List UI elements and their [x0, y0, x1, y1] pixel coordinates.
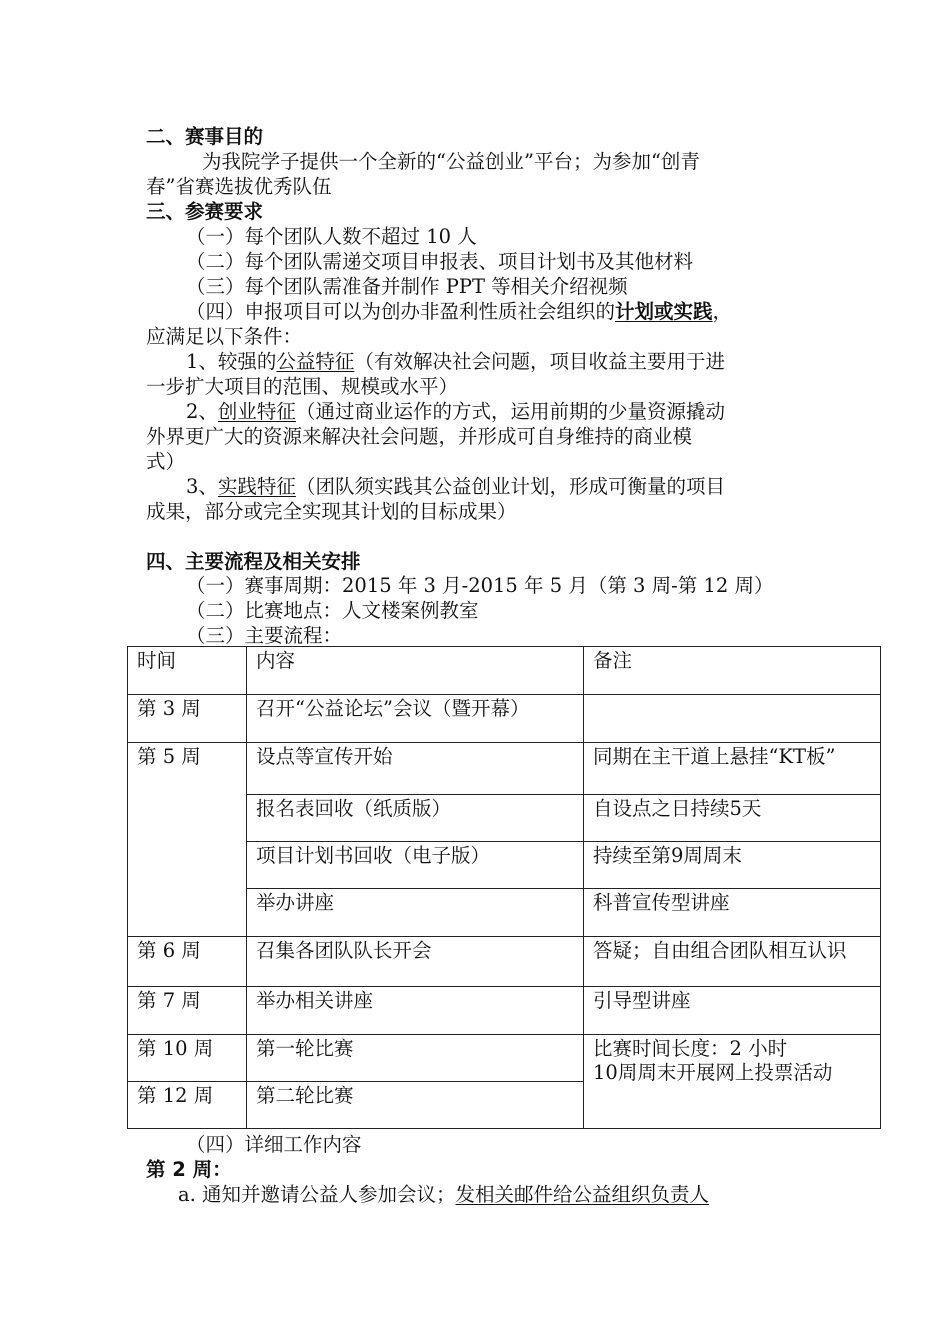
requirement-4-line2: 应满足以下条件：: [146, 325, 303, 348]
week-cell: 第 6 周: [128, 937, 247, 987]
content-cell: 召集各团队队长开会: [247, 937, 584, 987]
purpose-paragraph-line2: 春”省赛选拔优秀队伍: [146, 175, 332, 198]
table-row: [128, 987, 881, 1035]
process-item-3: （三）主要流程：: [186, 624, 343, 647]
note-cell: 自设点之日持续5天: [584, 795, 881, 842]
content-cell: 召开“公益论坛”会议（暨开幕）: [247, 695, 584, 743]
table-row: [128, 937, 881, 987]
condition-2-term: 创业特征: [217, 400, 296, 423]
section-heading-process: 四、主要流程及相关安排: [146, 550, 361, 573]
requirement-4-suffix: ，: [712, 300, 733, 323]
note-cell: 持续至第9周周末: [584, 842, 881, 889]
header-time: 时间: [128, 647, 247, 695]
week-2-heading: 第 2 周：: [146, 1158, 232, 1181]
week-2-task-a: [178, 1183, 709, 1207]
content-cell: 报名表回收（纸质版）: [247, 795, 584, 842]
week-cell: 第 3 周: [128, 695, 247, 743]
condition-3-line2: 成果，部分或完全实现其计划的目标成果）: [146, 500, 517, 523]
header-note: 备注: [584, 647, 881, 695]
condition-1-line2: 一步扩大项目的范围、规模或水平）: [146, 375, 459, 398]
condition-2-desc: （通过商业运作的方式，运用前期的少量资源撬动: [295, 400, 725, 423]
condition-3-term: 实践特征: [217, 475, 296, 498]
note-cell: 引导型讲座: [584, 987, 881, 1035]
content-cell: 举办讲座: [247, 889, 584, 937]
condition-3-number: 3、: [186, 475, 218, 498]
process-item-4: （四）详细工作内容: [186, 1133, 362, 1156]
table-header-row: [128, 647, 881, 695]
condition-2-number: 2、: [186, 400, 218, 423]
content-cell: 第一轮比赛: [247, 1035, 584, 1082]
condition-1: [186, 350, 725, 374]
schedule-table: [127, 646, 881, 1129]
table-row: [128, 695, 881, 743]
condition-1-desc: （有效解决社会问题，项目收益主要用于进: [354, 350, 725, 373]
week-2-task-a-underlined: 发相关邮件给公益组织负责人: [455, 1183, 710, 1206]
week-cell: 第 7 周: [128, 987, 247, 1035]
requirement-4: [186, 300, 732, 324]
condition-2-line3: 式）: [146, 450, 186, 473]
requirement-3: （三）每个团队需准备并制作 PPT 等相关介绍视频: [186, 275, 628, 298]
note-cell: 答疑；自由组合团队相互认识: [584, 937, 881, 987]
note-cell: 科普宣传型讲座: [584, 889, 881, 937]
week-cell: 第 12 周: [128, 1082, 247, 1129]
condition-1-term: 公益特征: [276, 350, 355, 373]
table-row: [128, 1035, 881, 1082]
note-line-voting: 10周周末开展网上投票活动: [593, 1061, 833, 1084]
section-heading-requirements: 三、参赛要求: [146, 200, 264, 223]
note-cell: [584, 1035, 881, 1129]
condition-2: [186, 400, 725, 424]
note-line-duration: 比赛时间长度：2 小时: [593, 1037, 788, 1060]
section-heading-purpose: 二、赛事目的: [146, 125, 264, 148]
requirement-1: （一）每个团队人数不超过 10 人: [186, 225, 477, 248]
content-cell: 项目计划书回收（电子版）: [247, 842, 584, 889]
requirement-4-emphasis: 计划或实践: [615, 300, 713, 323]
process-item-1: （一）赛事周期：2015 年 3 月-2015 年 5 月（第 3 周-第 12 周）: [186, 574, 774, 597]
condition-3: [186, 475, 725, 499]
requirement-2: （二）每个团队需递交项目申报表、项目计划书及其他材料: [186, 250, 694, 273]
table-row: [128, 743, 881, 795]
week-cell: 第 5 周: [128, 743, 247, 937]
purpose-paragraph-line1: 为我院学子提供一个全新的“公益创业”平台；为参加“创青: [202, 150, 700, 173]
content-cell: 第二轮比赛: [247, 1082, 584, 1129]
note-cell: [584, 695, 881, 743]
condition-2-line2: 外界更广大的资源来解决社会问题，并形成可自身维持的商业模: [146, 425, 693, 448]
condition-3-desc: （团队须实践其公益创业计划，形成可衡量的项目: [295, 475, 725, 498]
requirement-4-prefix: （四）申报项目可以为创办非盈利性质社会组织的: [186, 300, 616, 323]
note-cell: 同期在主干道上悬挂“KT板”: [584, 743, 881, 795]
process-item-2: （二）比赛地点：人文楼案例教室: [186, 599, 479, 622]
content-cell: 举办相关讲座: [247, 987, 584, 1035]
condition-1-number: 1、较强的: [186, 350, 277, 373]
week-2-task-a-text: a. 通知并邀请公益人参加会议；: [178, 1183, 456, 1206]
header-content: 内容: [247, 647, 584, 695]
week-cell: 第 10 周: [128, 1035, 247, 1082]
content-cell: 设点等宣传开始: [247, 743, 584, 795]
